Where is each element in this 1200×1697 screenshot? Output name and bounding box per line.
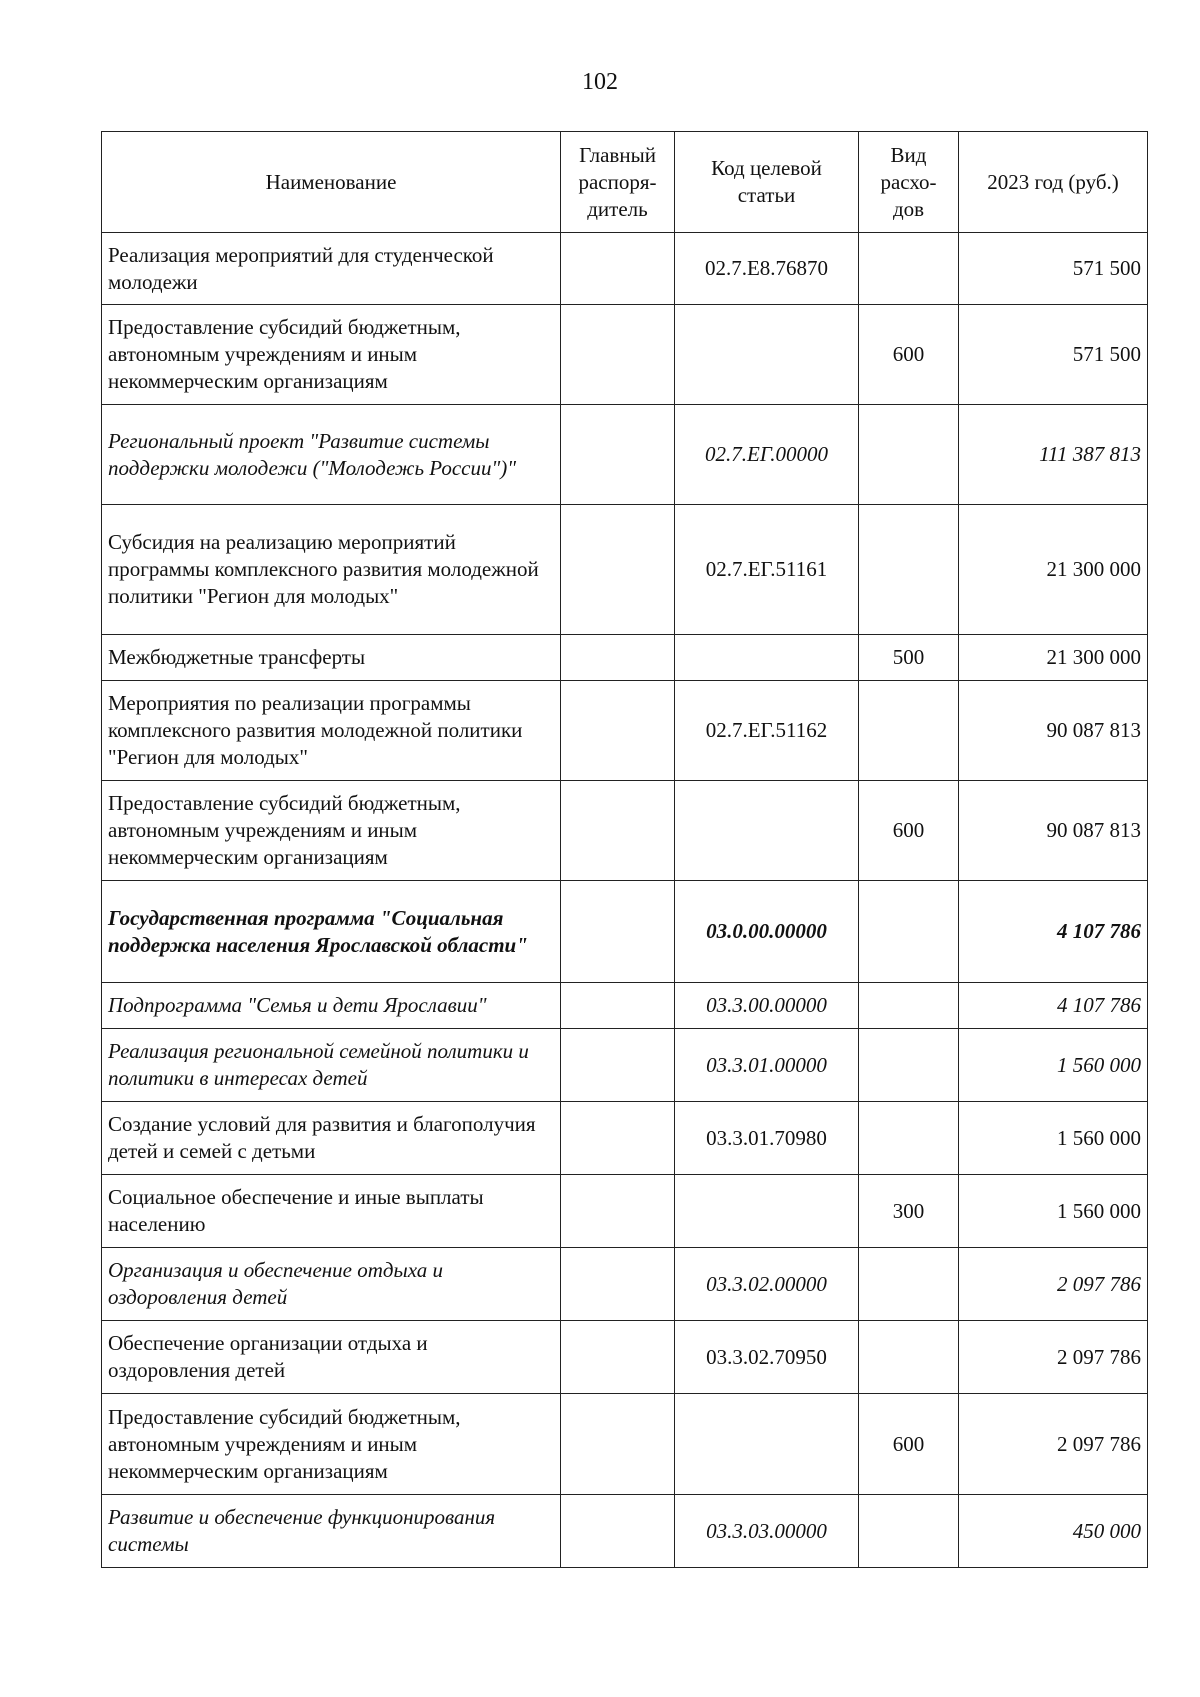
row-amount-cell: 571 500 [959, 233, 1148, 305]
table-row [102, 983, 1148, 1029]
row-admin-cell [561, 635, 675, 681]
row-amount-cell: 111 387 813 [959, 405, 1148, 505]
row-type-cell [859, 1321, 959, 1394]
row-amount-cell: 1 560 000 [959, 1175, 1148, 1248]
row-code-cell: 02.7.Е8.76870 [675, 233, 859, 305]
row-amount-cell: 1 560 000 [959, 1029, 1148, 1102]
table-row [102, 1495, 1148, 1568]
row-amount-cell: 450 000 [959, 1495, 1148, 1568]
row-code-cell: 02.7.ЕГ.51161 [675, 505, 859, 635]
row-name-cell: Региональный проект "Развитие системы поддержки молодежи ("Молодежь России")" [102, 405, 561, 505]
table-row [102, 1029, 1148, 1102]
row-name-cell: Субсидия на реализацию мероприятий программы комплексного развития молодежной политики "Регион для молодых" [102, 505, 561, 635]
row-amount-cell: 21 300 000 [959, 505, 1148, 635]
row-name-cell: Предоставление субсидий бюджетным, автономным учреждениям и иным некоммерческим организациям [102, 1394, 561, 1495]
row-admin-cell [561, 505, 675, 635]
header-code: Код целевой статьи [675, 132, 859, 233]
row-name-cell: Предоставление субсидий бюджетным, автономным учреждениям и иным некоммерческим организациям [102, 781, 561, 881]
row-name-cell: Организация и обеспечение отдыха и оздоровления детей [102, 1248, 561, 1321]
table-row [102, 1102, 1148, 1175]
row-admin-cell [561, 881, 675, 983]
row-amount-cell: 571 500 [959, 305, 1148, 405]
table-row [102, 233, 1148, 305]
row-admin-cell [561, 1248, 675, 1321]
row-amount-cell: 90 087 813 [959, 781, 1148, 881]
table-row [102, 681, 1148, 781]
row-name-cell: Подпрограмма "Семья и дети Ярославии" [102, 983, 561, 1029]
row-admin-cell [561, 781, 675, 881]
row-code-cell: 03.3.03.00000 [675, 1495, 859, 1568]
row-amount-cell: 1 560 000 [959, 1102, 1148, 1175]
row-code-cell: 02.7.ЕГ.00000 [675, 405, 859, 505]
row-type-cell [859, 1102, 959, 1175]
table-row [102, 505, 1148, 635]
row-admin-cell [561, 1321, 675, 1394]
row-name-cell: Развитие и обеспечение функционирования системы [102, 1495, 561, 1568]
row-name-cell: Мероприятия по реализации программы комплексного развития молодежной политики "Регион для молодых" [102, 681, 561, 781]
row-code-cell: 03.3.01.70980 [675, 1102, 859, 1175]
row-type-cell [859, 681, 959, 781]
header-amount: 2023 год (руб.) [959, 132, 1148, 233]
row-name-cell: Создание условий для развития и благополучия детей и семей с детьми [102, 1102, 561, 1175]
row-admin-cell [561, 233, 675, 305]
table-body [102, 233, 1148, 1568]
row-type-cell [859, 405, 959, 505]
row-admin-cell [561, 1394, 675, 1495]
table-row [102, 405, 1148, 505]
row-amount-cell: 21 300 000 [959, 635, 1148, 681]
row-type-cell: 600 [859, 1394, 959, 1495]
row-code-cell [675, 1175, 859, 1248]
row-name-cell: Социальное обеспечение и иные выплаты населению [102, 1175, 561, 1248]
row-name-cell: Реализация региональной семейной политики и политики в интересах детей [102, 1029, 561, 1102]
row-admin-cell [561, 1495, 675, 1568]
table-header-row [102, 132, 1148, 233]
header-name: Наименование [102, 132, 561, 233]
row-amount-cell: 90 087 813 [959, 681, 1148, 781]
table-row [102, 1248, 1148, 1321]
row-type-cell [859, 983, 959, 1029]
row-admin-cell [561, 305, 675, 405]
row-name-cell: Предоставление субсидий бюджетным, автономным учреждениям и иным некоммерческим организациям [102, 305, 561, 405]
table-row [102, 881, 1148, 983]
table-row [102, 781, 1148, 881]
row-type-cell: 500 [859, 635, 959, 681]
row-admin-cell [561, 1175, 675, 1248]
row-amount-cell: 2 097 786 [959, 1321, 1148, 1394]
row-code-cell: 02.7.ЕГ.51162 [675, 681, 859, 781]
row-code-cell [675, 1394, 859, 1495]
page-number: 102 [582, 69, 618, 95]
row-name-cell: Государственная программа "Социальная поддержка населения Ярославской области" [102, 881, 561, 983]
header-admin: Главный распоря-дитель [561, 132, 675, 233]
row-type-cell [859, 881, 959, 983]
header-type: Вид расхо-дов [859, 132, 959, 233]
row-name-cell: Межбюджетные трансферты [102, 635, 561, 681]
row-admin-cell [561, 405, 675, 505]
row-type-cell [859, 505, 959, 635]
row-type-cell [859, 1248, 959, 1321]
row-code-cell [675, 781, 859, 881]
row-code-cell: 03.3.02.00000 [675, 1248, 859, 1321]
row-admin-cell [561, 681, 675, 781]
row-code-cell: 03.3.02.70950 [675, 1321, 859, 1394]
row-name-cell: Реализация мероприятий для студенческой молодежи [102, 233, 561, 305]
row-code-cell [675, 635, 859, 681]
row-code-cell: 03.0.00.00000 [675, 881, 859, 983]
row-name-cell: Обеспечение организации отдыха и оздоровления детей [102, 1321, 561, 1394]
row-admin-cell [561, 1102, 675, 1175]
row-amount-cell: 2 097 786 [959, 1394, 1148, 1495]
row-amount-cell: 4 107 786 [959, 983, 1148, 1029]
table-row [102, 635, 1148, 681]
row-admin-cell [561, 983, 675, 1029]
row-code-cell [675, 305, 859, 405]
row-type-cell [859, 1029, 959, 1102]
table-row [102, 1321, 1148, 1394]
table-row [102, 305, 1148, 405]
row-amount-cell: 2 097 786 [959, 1248, 1148, 1321]
row-amount-cell: 4 107 786 [959, 881, 1148, 983]
row-type-cell [859, 1495, 959, 1568]
row-type-cell: 300 [859, 1175, 959, 1248]
row-code-cell: 03.3.00.00000 [675, 983, 859, 1029]
row-type-cell: 600 [859, 305, 959, 405]
row-type-cell [859, 233, 959, 305]
table-row [102, 1394, 1148, 1495]
budget-table [101, 131, 1148, 1568]
row-type-cell: 600 [859, 781, 959, 881]
table-row [102, 1175, 1148, 1248]
row-admin-cell [561, 1029, 675, 1102]
row-code-cell: 03.3.01.00000 [675, 1029, 859, 1102]
